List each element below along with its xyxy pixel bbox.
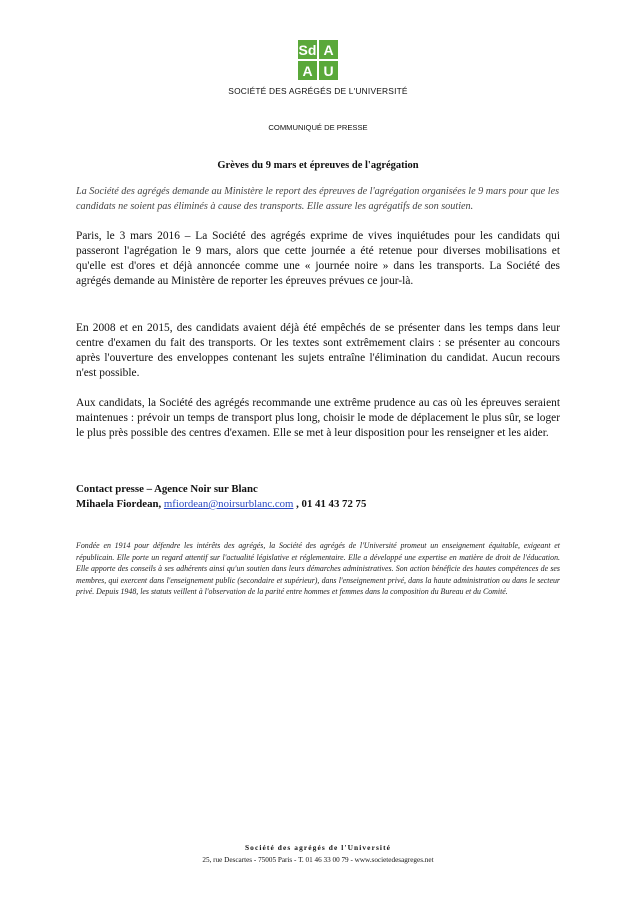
contact-heading: Contact presse – Agence Noir sur Blanc — [76, 483, 258, 495]
logo-cell: A — [319, 40, 338, 59]
footer-organization: Société des agrégés de l'Université — [244, 843, 392, 852]
body-paragraph: Aux candidats, la Société des agrégés recommande une extrême prudence au cas où les épreuves seraient maintenues : prévoir un temps de transport plus long, choisir le mode de déplacement le plus sûr, se loger le plus près possible des centres d'examen. Elle se met à leur disposition pour les renseigner et les aider. — [76, 397, 560, 439]
press-contact — [76, 482, 560, 512]
logo-cell: U — [319, 61, 338, 80]
contact-email-link[interactable]: mfiordean@noirsurblanc.com — [163, 498, 294, 510]
lead-paragraph: La Société des agrégés demande au Ministère le report des épreuves de l'agrégation organisées le 9 mars pour que les candidats ne soient pas éliminés à cause des transports. Elle assure les agrégatifs de son soutien. — [76, 186, 560, 212]
organization-name: SOCIÉTÉ DES AGRÉGÉS DE L'UNIVERSITÉ — [228, 86, 408, 96]
footer-address: 25, rue Descartes - 75005 Paris - T. 01 46 33 00 79 - www.societedesagreges.net — [202, 856, 434, 864]
contact-phone: , 01 41 43 72 75 — [296, 498, 367, 510]
document-type: COMMUNIQUÉ DE PRESSE — [268, 123, 368, 132]
press-release-title: Grèves du 9 mars et épreuves de l'agrégation — [217, 160, 419, 171]
logo-cell: A — [298, 61, 317, 80]
logo-cell: Sd — [298, 41, 317, 58]
contact-line — [76, 497, 560, 512]
society-logo — [298, 40, 338, 80]
body-paragraph: En 2008 et en 2015, des candidats avaient déjà été empêchés de se présenter dans les temps dans leur centre d'examen du fait des transports. Or les textes sont extrêmement clairs : se présenter au concours après l'ouverture des enveloppes contenant les sujets entraîne l'élimination du candidat. Aucun recours n'est possible. — [76, 322, 560, 379]
body-paragraph: Paris, le 3 mars 2016 – La Société des agrégés exprime de vives inquiétudes pour les candidats qui passeront l'agrégation le 9 mars, alors que cette journée a été retenue pour diverses mobilisations et qu'elle est d'ores et déjà annoncée comme une « journée noire » dans les transports. La Société des agrégés demande au Ministère de reporter les épreuves prévues ce jour-là. — [76, 230, 560, 287]
contact-name: Mihaela Fiordean, — [76, 498, 162, 510]
about-society-paragraph: Fondée en 1914 pour défendre les intérêts des agrégés, la Société des agrégés de l'Université promeut un enseignement équitable, exigeant et républicain. Elle porte un regard attentif sur l'actualité législative et réglementaire. Elle a développé une expertise en matière de droit de l'éducation. Elle apporte des conseils à ses adhérents ainsi qu'un soutien dans leurs démarches administratives. Son action bénéficie des hautes compétences de ses membres, qui exercent dans l'enseignement public (secondaire et supérieur), dans l'enseignement privé, dans la haute administration ou dans le secteur privé. Depuis 1948, les statuts veillent à l'observation de la parité entre hommes et femmes dans la composition du Bureau et du Comité. — [76, 541, 560, 597]
